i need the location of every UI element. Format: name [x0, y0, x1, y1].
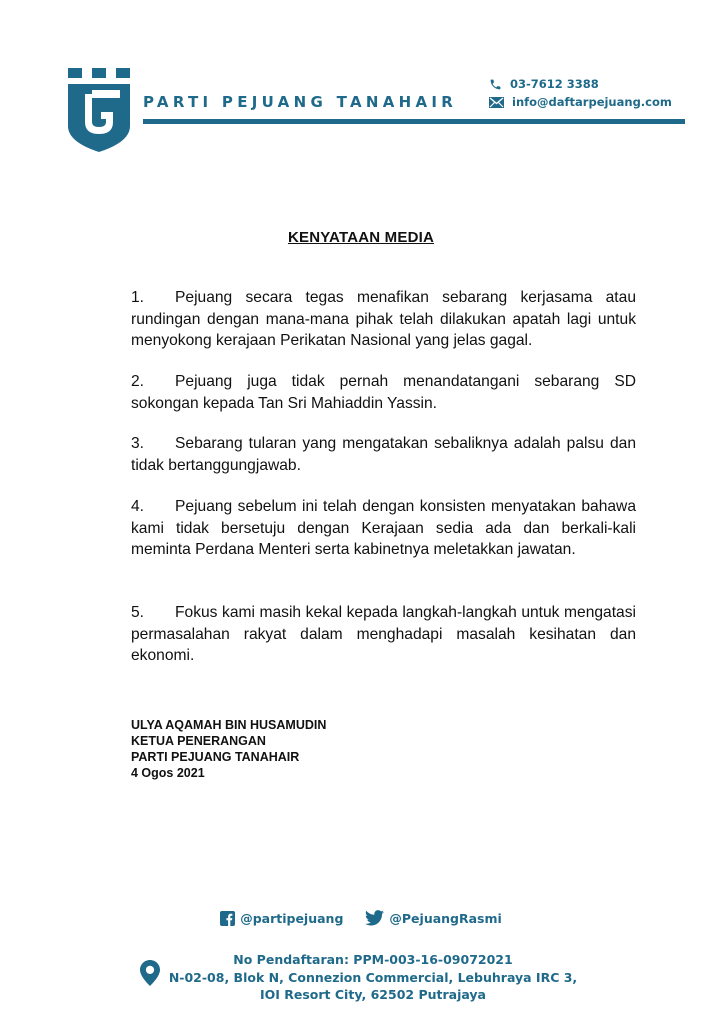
location-pin-icon — [140, 960, 160, 993]
signatory-position: KETUA PENERANGAN — [131, 734, 266, 748]
point-text: Pejuang secara tegas menafikan sebarang kerjasama atau rundingan dengan mana-mana pihak telah dilakukan apatah lagi untuk menyokong kerajaan Perikatan Nasional yang jelas gagal. — [131, 289, 636, 349]
statement-point — [131, 433, 636, 476]
phone-number: 03-7612 3388 — [510, 77, 599, 91]
facebook-link[interactable] — [220, 911, 343, 926]
point-number: 3. — [131, 435, 145, 452]
twitter-link[interactable] — [365, 910, 501, 926]
statement-point — [131, 496, 636, 561]
facebook-handle: @partipejuang — [240, 910, 344, 926]
statement-point — [131, 371, 636, 414]
address-line-2: IOI Resort City, 62502 Putrajaya — [259, 987, 486, 1002]
statement-point — [131, 287, 636, 352]
point-text: Pejuang sebelum ini telah dengan konsisten menyatakan bahawa kami tidak bersetuju dengan Kerajaan sedia ada dan berkali-kali meminta Perdana Menteri serta kabinetnya meletakkan jawatan. — [131, 498, 636, 558]
statement-date: 4 Ogos 2021 — [131, 766, 205, 780]
point-number: 4. — [131, 498, 145, 515]
point-text: Pejuang juga tidak pernah menandatangani sebarang SD sokongan kepada Tan Sri Mahiaddin Yassin. — [131, 373, 636, 412]
registration-number: No Pendaftaran: PPM-003-16-09072021 — [233, 952, 513, 967]
page-title: KENYATAAN MEDIA — [287, 229, 435, 246]
contact-phone[interactable] — [489, 77, 599, 91]
address-line-1: N-02-08, Blok N, Connezion Commercial, Lebuhraya IRC 3, — [168, 969, 578, 985]
social-links — [0, 910, 722, 926]
signatory-name: ULYA AQAMAH BIN HUSAMUDIN — [131, 718, 327, 732]
point-number: 2. — [131, 373, 145, 390]
header-divider — [143, 119, 685, 124]
signature-block — [131, 717, 326, 781]
signatory-organisation: PARTI PEJUANG TANAHAIR — [131, 750, 300, 764]
party-logo-icon — [68, 68, 130, 152]
address-block — [168, 951, 578, 1004]
email-address: info@daftarpejuang.com — [512, 95, 672, 109]
email-icon — [489, 97, 504, 108]
point-number: 1. — [131, 289, 145, 306]
statement-point — [131, 602, 636, 667]
point-text: Sebarang tularan yang mengatakan sebaliknya adalah palsu dan tidak bertanggungjawab. — [131, 435, 636, 474]
point-text: Fokus kami masih kekal kepada langkah-langkah untuk mengatasi permasalahan rakyat dalam menghadapi masalah kesihatan dan ekonomi. — [131, 604, 636, 664]
point-number: 5. — [131, 604, 145, 621]
facebook-icon — [220, 911, 235, 926]
party-name: PARTI PEJUANG TANAHAIR — [143, 93, 458, 111]
phone-icon — [489, 78, 502, 91]
twitter-icon — [365, 910, 384, 926]
twitter-handle: @PejuangRasmi — [389, 910, 502, 926]
contact-email[interactable] — [489, 95, 672, 109]
